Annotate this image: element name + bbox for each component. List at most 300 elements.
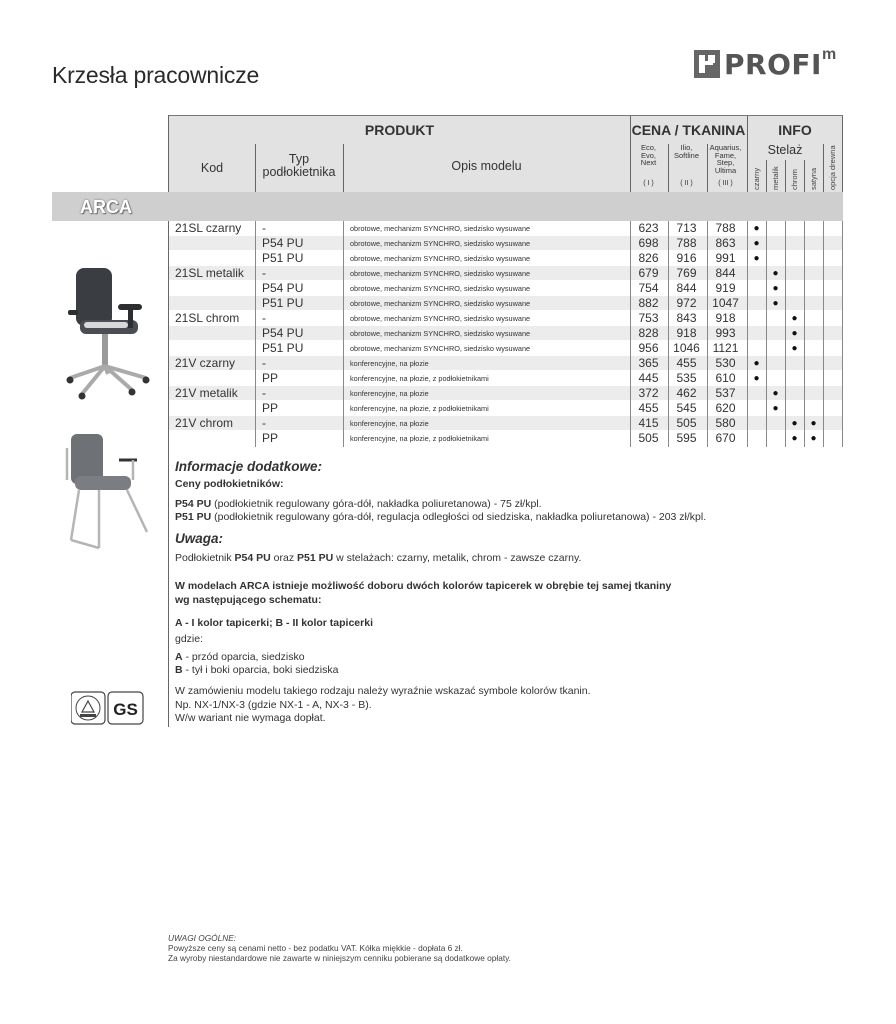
table-row xyxy=(169,251,843,266)
column-rule xyxy=(785,266,786,282)
cell-price-1: 753 xyxy=(638,311,659,325)
column-rule xyxy=(668,356,669,372)
table-row xyxy=(169,281,843,296)
column-rule xyxy=(747,251,748,267)
divider xyxy=(630,116,631,193)
column-rule xyxy=(255,431,256,447)
column-rule xyxy=(785,311,786,327)
availability-empty xyxy=(785,371,804,386)
column-rule xyxy=(747,371,748,387)
cell-price-1: 956 xyxy=(638,341,659,355)
column-rule xyxy=(842,416,843,432)
column-rule xyxy=(747,221,748,237)
cell-opis: konferencyjne, na płozie, z podłokietnikami xyxy=(350,374,489,383)
column-rule xyxy=(747,431,748,447)
column-rule xyxy=(668,236,669,252)
availability-empty xyxy=(804,371,823,386)
column-rule xyxy=(343,341,344,357)
price-group-1-line: Eco, xyxy=(640,143,656,152)
info-heading: Informacje dodatkowe: xyxy=(175,459,323,474)
column-rule xyxy=(707,251,708,267)
table-row xyxy=(169,401,843,416)
logo-text: PROFI xyxy=(724,47,822,81)
column-rule xyxy=(842,296,843,312)
cell-price-3: 991 xyxy=(715,251,736,265)
availability-empty xyxy=(823,296,842,311)
uwaga-part: w stelażach: czarny, metalik, chrom - zawsze czarny. xyxy=(333,552,582,564)
cell-typ: - xyxy=(262,266,266,280)
cell-opis: konferencyjne, na płozie xyxy=(350,359,429,368)
availability-empty xyxy=(766,341,785,356)
availability-dot-icon: ● xyxy=(791,433,798,444)
cell-price-2: 1046 xyxy=(673,341,700,355)
column-rule xyxy=(630,386,631,402)
availability-dot-icon: ● xyxy=(772,268,779,279)
column-rule xyxy=(707,386,708,402)
availability-dot-icon: ● xyxy=(753,358,760,369)
column-rule xyxy=(823,296,824,312)
column-rule xyxy=(343,281,344,297)
column-rule xyxy=(842,221,843,237)
column-rule xyxy=(707,356,708,372)
column-rule xyxy=(630,251,631,267)
column-rule xyxy=(255,386,256,402)
availability-empty xyxy=(823,431,842,446)
cell-price-2: 713 xyxy=(676,221,697,235)
column-rule xyxy=(668,221,669,237)
cell-typ: P51 PU xyxy=(262,341,304,355)
column-rule xyxy=(766,236,767,252)
uwaga-part: Podłokietnik xyxy=(175,552,235,564)
header-stelaz: Stelaż xyxy=(767,143,803,157)
column-rule xyxy=(668,341,669,357)
availability-empty xyxy=(785,221,804,236)
column-rule xyxy=(823,431,824,447)
roman-1: ( I ) xyxy=(643,180,654,187)
cell-typ: P54 PU xyxy=(262,326,304,340)
column-rule xyxy=(842,371,843,387)
footer-line-3: Za wyroby niestandardowe nie zawarte w niniejszym cenniku pobierane są dodatkowe opłaty. xyxy=(168,953,511,963)
column-rule xyxy=(766,311,767,327)
column-rule xyxy=(804,416,805,432)
cell-price-1: 698 xyxy=(638,236,659,250)
availability-empty xyxy=(823,386,842,401)
cell-opis: obrotowe, mechanizm SYNCHRO, siedzisko wysuwane xyxy=(350,224,531,233)
column-rule xyxy=(255,251,256,267)
table-row xyxy=(169,326,843,341)
info-col-metalik: metalik xyxy=(771,166,780,190)
header-produkt: PRODUKT xyxy=(364,122,435,138)
divider xyxy=(668,144,669,193)
column-rule xyxy=(785,386,786,402)
column-rule xyxy=(823,251,824,267)
column-rule xyxy=(630,371,631,387)
b-code: B xyxy=(175,664,183,676)
availability-empty xyxy=(785,236,804,251)
availability-empty xyxy=(823,326,842,341)
column-rule xyxy=(747,236,748,252)
availability-empty xyxy=(823,371,842,386)
cell-price-3: 530 xyxy=(715,356,736,370)
availability-empty xyxy=(766,431,785,446)
cell-opis: konferencyjne, na płozie xyxy=(350,419,429,428)
table-row xyxy=(169,221,843,236)
column-rule xyxy=(255,401,256,417)
column-rule xyxy=(766,431,767,447)
cell-price-2: 918 xyxy=(676,326,697,340)
column-rule xyxy=(804,221,805,237)
info-col-chrom: chrom xyxy=(790,169,799,190)
a-line xyxy=(175,650,305,664)
column-rule xyxy=(343,401,344,417)
p51-text: (podłokietnik regulowany góra-dół, regulacja odległości od siedziska, nakładka poliuretanowa) - 203 zł/kpl. xyxy=(211,511,707,523)
p54-text: (podłokietnik regulowany góra-dół, nakładka poliuretanowa) - 75 zł/kpl. xyxy=(211,498,542,510)
cell-price-3: 844 xyxy=(715,266,736,280)
column-rule xyxy=(823,341,824,357)
availability-empty xyxy=(804,236,823,251)
availability-empty xyxy=(747,431,766,446)
header-price-group-2 xyxy=(668,144,705,159)
column-rule xyxy=(343,266,344,282)
availability-empty xyxy=(766,371,785,386)
column-rule xyxy=(255,236,256,252)
availability-empty xyxy=(785,356,804,371)
column-rule xyxy=(766,326,767,342)
column-rule xyxy=(707,311,708,327)
column-rule xyxy=(785,251,786,267)
column-rule xyxy=(804,356,805,372)
cell-typ: - xyxy=(262,386,266,400)
column-rule xyxy=(343,296,344,312)
table-row xyxy=(169,386,843,401)
availability-empty xyxy=(747,266,766,281)
availability-dot-icon: ● xyxy=(772,283,779,294)
cell-price-3: 993 xyxy=(715,326,736,340)
column-rule xyxy=(842,236,843,252)
column-rule xyxy=(842,251,843,267)
order-line-1: W zamówieniu modelu takiego rodzaju należy wyraźnie wskazać symbole kolorów tkanin. xyxy=(175,685,591,697)
availability-empty xyxy=(804,311,823,326)
chair-swivel-image xyxy=(62,262,158,407)
column-rule xyxy=(747,416,748,432)
roman-3: ( III ) xyxy=(718,180,733,187)
price-group-1-line: Evo, xyxy=(640,150,656,160)
column-rule xyxy=(255,296,256,312)
column-rule xyxy=(766,221,767,237)
header-info: INFO xyxy=(778,122,812,138)
cell-kod: 21V czarny xyxy=(175,356,236,370)
cell-kod: 21SL chrom xyxy=(175,311,240,325)
cell-price-2: 788 xyxy=(676,236,697,250)
availability-empty xyxy=(785,296,804,311)
header-price-group-3 xyxy=(707,144,744,174)
cell-price-3: 788 xyxy=(715,221,736,235)
column-rule xyxy=(255,371,256,387)
column-rule xyxy=(766,416,767,432)
cell-opis: obrotowe, mechanizm SYNCHRO, siedzisko wysuwane xyxy=(350,344,531,353)
column-rule xyxy=(823,221,824,237)
column-rule xyxy=(343,416,344,432)
price-table xyxy=(169,221,843,446)
divider xyxy=(804,160,805,193)
column-rule xyxy=(668,386,669,402)
availability-empty xyxy=(804,296,823,311)
column-rule xyxy=(343,236,344,252)
divider xyxy=(255,144,256,193)
availability-empty xyxy=(804,266,823,281)
column-rule xyxy=(804,401,805,417)
column-rule xyxy=(255,326,256,342)
divider xyxy=(785,160,786,193)
column-rule xyxy=(668,416,669,432)
cell-price-2: 916 xyxy=(676,251,697,265)
column-rule xyxy=(747,266,748,282)
gdzie-line: gdzie: xyxy=(175,633,204,645)
cell-price-3: 919 xyxy=(715,281,736,295)
column-rule xyxy=(804,431,805,447)
cell-opis: obrotowe, mechanizm SYNCHRO, siedzisko wysuwane xyxy=(350,314,531,323)
cell-price-2: 843 xyxy=(676,311,697,325)
header-cena: CENA / TKANINA xyxy=(631,122,746,138)
cell-opis: obrotowe, mechanizm SYNCHRO, siedzisko wysuwane xyxy=(350,329,531,338)
cell-price-1: 455 xyxy=(638,401,659,415)
cell-kod: 21V chrom xyxy=(175,416,234,430)
column-rule xyxy=(630,431,631,447)
column-rule xyxy=(785,236,786,252)
column-rule xyxy=(804,341,805,357)
column-rule xyxy=(842,341,843,357)
availability-empty xyxy=(747,401,766,416)
cell-price-3: 670 xyxy=(715,431,736,445)
price-group-3-line: Ultima xyxy=(714,165,737,175)
cell-price-3: 918 xyxy=(715,311,736,325)
column-rule xyxy=(804,236,805,252)
divider xyxy=(343,144,344,193)
cell-price-3: 620 xyxy=(715,401,736,415)
column-rule xyxy=(707,371,708,387)
column-rule xyxy=(823,311,824,327)
availability-dot-icon: ● xyxy=(791,343,798,354)
column-rule xyxy=(707,431,708,447)
cell-opis: obrotowe, mechanizm SYNCHRO, siedzisko wysuwane xyxy=(350,299,531,308)
table-row xyxy=(169,371,843,386)
header-kod: Kod xyxy=(200,161,224,175)
availability-empty xyxy=(766,416,785,431)
price-group-2-line: Ilio, xyxy=(680,143,693,152)
availability-empty xyxy=(804,386,823,401)
a-text: - przód oparcia, siedzisko xyxy=(182,651,305,663)
scheme-line: A - I kolor tapicerki; B - II kolor tapicerki xyxy=(175,617,373,629)
cell-price-3: 1047 xyxy=(712,296,739,310)
header-price-group-1 xyxy=(630,144,667,167)
header-typ-line1: Typ xyxy=(288,152,310,166)
cell-price-2: 844 xyxy=(676,281,697,295)
availability-empty xyxy=(747,281,766,296)
column-rule xyxy=(707,296,708,312)
column-rule xyxy=(804,296,805,312)
column-rule xyxy=(747,386,748,402)
column-rule xyxy=(766,371,767,387)
table-row xyxy=(169,356,843,371)
column-rule xyxy=(842,431,843,447)
column-rule xyxy=(804,386,805,402)
column-rule xyxy=(785,416,786,432)
cell-price-1: 445 xyxy=(638,371,659,385)
column-rule xyxy=(707,236,708,252)
cell-price-1: 505 xyxy=(638,431,659,445)
column-rule xyxy=(785,431,786,447)
column-rule xyxy=(668,371,669,387)
availability-empty xyxy=(804,356,823,371)
cell-price-2: 545 xyxy=(676,401,697,415)
column-rule xyxy=(668,431,669,447)
column-rule xyxy=(747,296,748,312)
table-row xyxy=(169,236,843,251)
availability-empty xyxy=(766,251,785,266)
availability-empty xyxy=(823,281,842,296)
column-rule xyxy=(842,401,843,417)
scheme-intro-1: W modelach ARCA istnieje możliwość doboru dwóch kolorów tapicerek w obrębie tej samej tkaniny xyxy=(175,580,672,592)
cell-price-1: 828 xyxy=(638,326,659,340)
divider xyxy=(766,160,767,193)
column-rule xyxy=(630,401,631,417)
column-rule xyxy=(707,221,708,237)
column-rule xyxy=(785,341,786,357)
column-rule xyxy=(343,326,344,342)
order-line-3: W/w wariant nie wymaga dopłat. xyxy=(175,712,326,724)
column-rule xyxy=(785,371,786,387)
availability-empty xyxy=(823,236,842,251)
column-rule xyxy=(823,371,824,387)
cell-kod: 21SL czarny xyxy=(175,221,242,235)
availability-empty xyxy=(747,416,766,431)
availability-empty xyxy=(823,221,842,236)
cell-price-2: 595 xyxy=(676,431,697,445)
column-rule xyxy=(823,416,824,432)
logo-mark-icon xyxy=(694,50,720,78)
divider xyxy=(842,116,843,193)
column-rule xyxy=(766,281,767,297)
availability-empty xyxy=(804,281,823,296)
column-rule xyxy=(255,341,256,357)
availability-empty xyxy=(766,356,785,371)
availability-empty xyxy=(804,326,823,341)
column-rule xyxy=(747,326,748,342)
uwaga-part: P51 PU xyxy=(297,552,334,564)
price-group-3-line: Aquarius, xyxy=(709,143,742,152)
availability-empty xyxy=(785,401,804,416)
cell-typ: P51 PU xyxy=(262,296,304,310)
cell-price-2: 769 xyxy=(676,266,697,280)
column-rule xyxy=(630,341,631,357)
availability-empty xyxy=(804,221,823,236)
footer-line-2: Powyższe ceny są cenami netto - bez podatku VAT. Kółka miękkie - dopłata 6 zł. xyxy=(168,943,463,953)
availability-empty xyxy=(804,341,823,356)
cell-price-1: 754 xyxy=(638,281,659,295)
column-rule xyxy=(343,251,344,267)
column-rule xyxy=(804,326,805,342)
p51-line xyxy=(175,510,706,524)
p54-code: P54 PU xyxy=(175,498,212,510)
cell-price-2: 972 xyxy=(676,296,697,310)
cell-typ: P51 PU xyxy=(262,251,304,265)
availability-dot-icon: ● xyxy=(791,313,798,324)
column-rule xyxy=(343,356,344,372)
column-rule xyxy=(747,356,748,372)
column-rule xyxy=(804,311,805,327)
b-line xyxy=(175,663,338,677)
column-rule xyxy=(823,356,824,372)
availability-dot-icon: ● xyxy=(753,253,760,264)
table-header xyxy=(169,115,843,192)
column-rule xyxy=(766,341,767,357)
availability-dot-icon: ● xyxy=(753,223,760,234)
column-rule xyxy=(343,371,344,387)
cell-opis: obrotowe, mechanizm SYNCHRO, siedzisko wysuwane xyxy=(350,254,531,263)
column-rule xyxy=(630,266,631,282)
column-rule xyxy=(255,311,256,327)
column-rule xyxy=(804,281,805,297)
table-row xyxy=(169,431,843,446)
column-rule xyxy=(766,296,767,312)
cell-price-2: 455 xyxy=(676,356,697,370)
cell-price-2: 535 xyxy=(676,371,697,385)
header-opis: Opis modelu xyxy=(451,159,522,173)
price-group-1-line: Next xyxy=(640,158,657,167)
header-typ-line2: podłokietnika xyxy=(262,165,336,179)
column-rule xyxy=(630,326,631,342)
table-row xyxy=(169,341,843,356)
price-group-3-line: Fame, xyxy=(714,150,737,160)
cell-price-1: 679 xyxy=(638,266,659,280)
order-line-2: Np. NX-1/NX-3 (gdzie NX-1 - A, NX-3 - B). xyxy=(175,699,372,711)
chair-conference-image xyxy=(63,430,155,557)
cell-opis: konferencyjne, na płozie, z podłokietnikami xyxy=(350,434,489,443)
footer xyxy=(168,933,511,963)
column-rule xyxy=(668,281,669,297)
cell-opis: konferencyjne, na płozie, z podłokietnikami xyxy=(350,404,489,413)
table-row xyxy=(169,416,843,431)
column-rule xyxy=(747,341,748,357)
brand-logo xyxy=(694,47,836,81)
price-group-3-line: Step, xyxy=(716,158,735,167)
ceny-heading: Ceny podłokietników: xyxy=(175,478,284,490)
availability-empty xyxy=(785,386,804,401)
p54-line xyxy=(175,497,542,511)
column-rule xyxy=(785,296,786,312)
column-rule xyxy=(707,401,708,417)
column-rule xyxy=(842,386,843,402)
column-rule xyxy=(766,251,767,267)
column-rule xyxy=(630,311,631,327)
availability-empty xyxy=(747,296,766,311)
column-rule xyxy=(842,326,843,342)
availability-dot-icon: ● xyxy=(772,298,779,309)
column-rule xyxy=(668,311,669,327)
column-rule xyxy=(255,356,256,372)
section-bar xyxy=(52,192,843,221)
column-rule xyxy=(707,341,708,357)
table-row xyxy=(169,311,843,326)
price-group-2-line: Softline xyxy=(673,150,700,160)
availability-empty xyxy=(785,281,804,296)
availability-empty xyxy=(804,251,823,266)
uwaga-heading: Uwaga: xyxy=(175,531,224,546)
availability-empty xyxy=(766,311,785,326)
cell-price-3: 610 xyxy=(715,371,736,385)
cell-typ: P54 PU xyxy=(262,281,304,295)
column-rule xyxy=(630,236,631,252)
